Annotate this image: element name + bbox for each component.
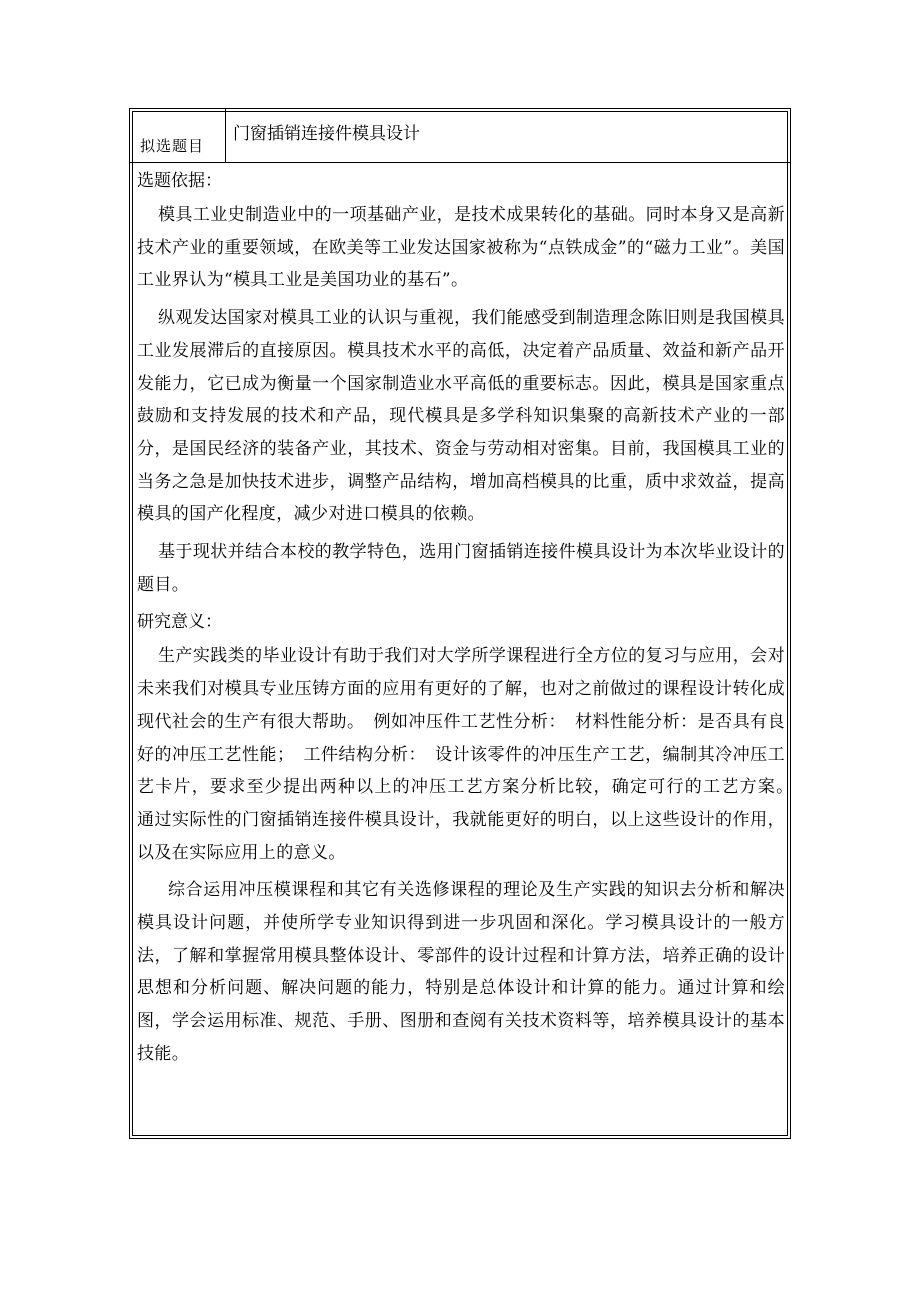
basis-paragraph-3: 基于现状并结合本校的教学特色，选用门窗插销连接件模具设计为本次毕业设计的题目。: [137, 542, 785, 595]
basis-paragraph-2: 纵观发达国家对模具工业的认识与重视，我们能感受到制造理念陈旧则是我国模具工业发展滞后的直接原因。模具技术水平的高低，决定着产品质量、效益和新产品开发能力，它已成为衡量一个国家制造业水平高低的重要标志。因此，模具是国家重点鼓励和支持发展的技术和产品，现代模具是多学科知识集聚的高新技术产业的一部分，是国民经济的装备产业，其技术、资金与劳动相对密集。目前，我国模具工业的当务之急是加快技术进步，调整产品结构，增加高档模具的比重，质中求效益，提高模具的国产化程度，减少对进口模具的依赖。: [137, 308, 785, 525]
significance-paragraph-2: 综合运用冲压模课程和其它有关选修课程的理论及生产实践的知识去分析和解决模具设计问题，并使所学专业知识得到进一步巩固和深化。学习模具设计的一般方法，了解和掌握常用模具整体设计、零部件的设计过程和计算方法，培养正确的设计思想和分析问题、解决问题的能力，特别是总体设计和计算的能力。通过计算和绘图，学会运用标准、规范、手册、图册和查阅有关技术资料等，培养模具设计的基本技能。: [137, 880, 785, 1064]
significance-paragraph-1: 生产实践类的毕业设计有助于我们对大学所学课程进行全方位的复习与应用，会对未来我们对模具专业压铸方面的应用有更好的了解，也对之前做过的课程设计转化成现代社会的生产有很大帮助。 例如冲压件工艺性分析： 材料性能分析：是否具有良好的冲压工艺性能； 工件结构分析： 设计该零件的冲压生产工艺，编制其冷冲压工艺卡片，要求至少提出两种以上的冲压工艺方案分析比较，确定可行的工艺方案。 通过实际性的门窗插销连接件模具设计，我就能更好的明白，以上这些设计的作用，以及在实际应用上的意义。: [137, 646, 803, 863]
proposal-table: [129, 108, 803, 1139]
content-cell: [137, 165, 803, 1076]
topic-label: 拟选题目: [140, 137, 205, 155]
topic-row: [130, 109, 790, 163]
topic-label-cell: [130, 109, 226, 162]
significance-heading: 研究意义：: [137, 612, 222, 633]
topic-title: 门窗插销连接件模具设计: [233, 124, 420, 144]
basis-heading: 选题依据：: [137, 171, 222, 191]
basis-paragraph-1: 模具工业史制造业中的一项基础产业，是技术成果转化的基础。同时本身又是高新技术产业的重要领域，在欧美等工业发达国家被称为“点铁成金”的“磁力工业”。美国工业界认为“模具工业是美国功业的基石”。: [137, 205, 785, 291]
